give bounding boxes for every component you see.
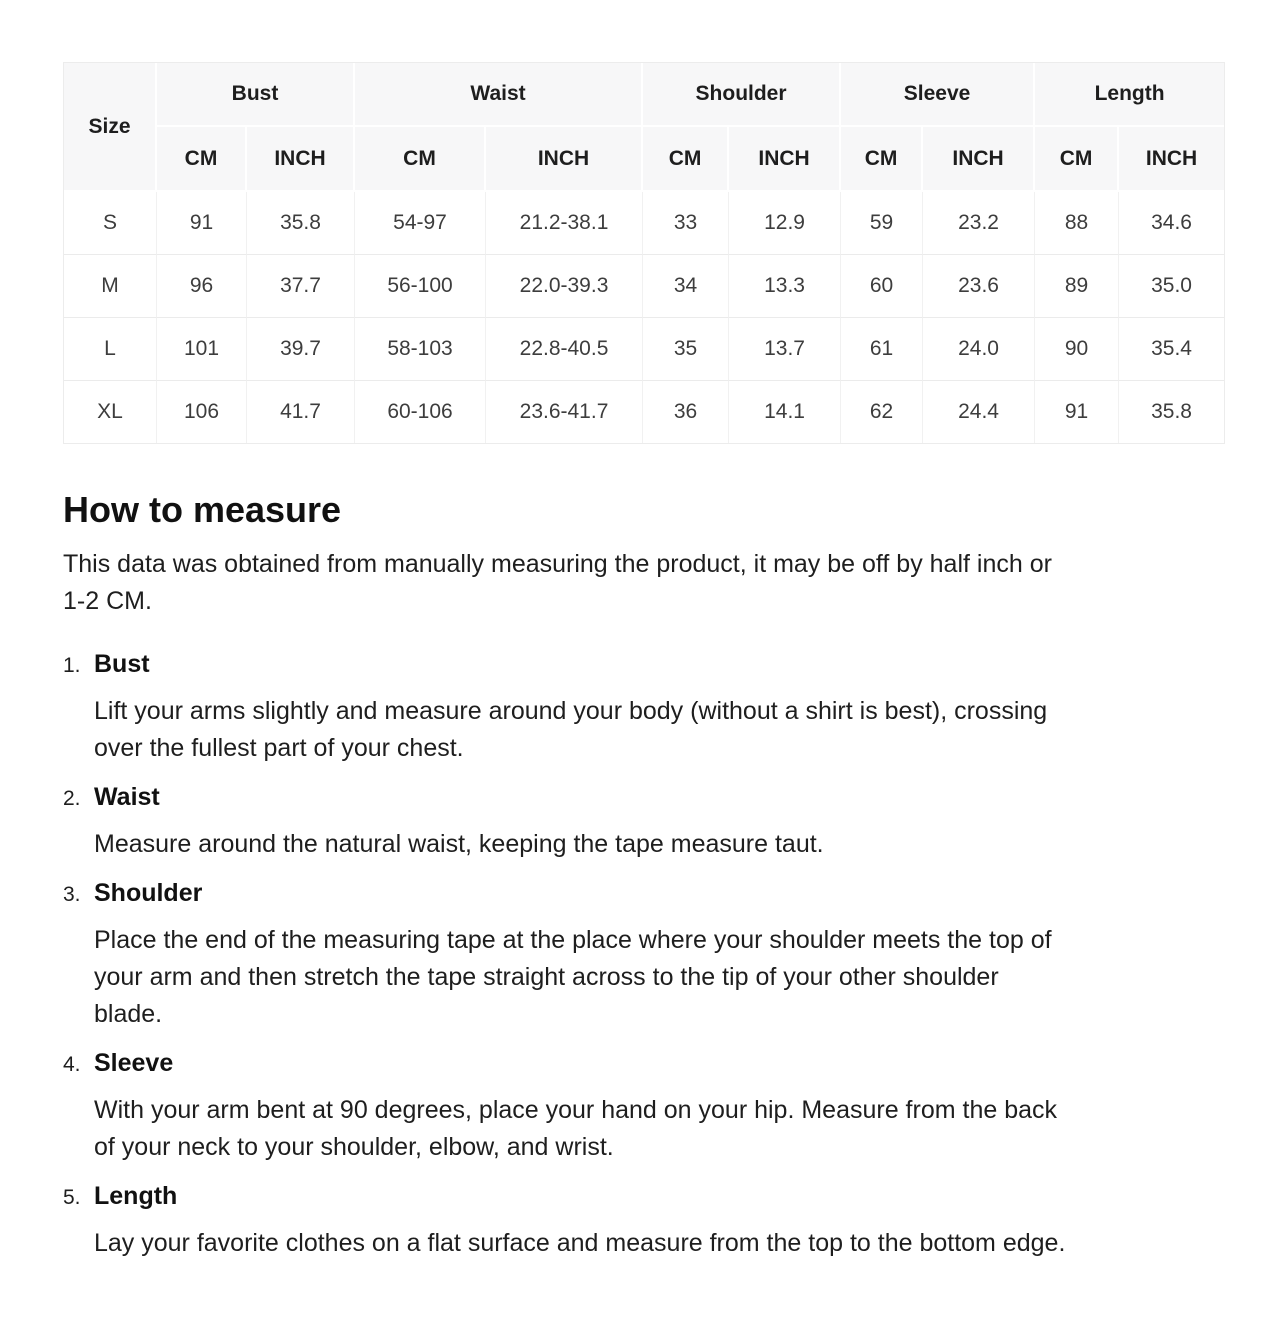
unit-header-inch: INCH bbox=[923, 127, 1035, 192]
text-line: Measure around the natural waist, keeping the tape measure taut. bbox=[94, 830, 824, 858]
value-cell: 12.9 bbox=[729, 192, 841, 255]
size-cell: M bbox=[64, 255, 157, 318]
unit-header-cm: CM bbox=[643, 127, 729, 192]
text-line: your arm and then stretch the tape straight across to the tip of your other shoulder bbox=[94, 963, 999, 991]
intro-line: 1-2 CM. bbox=[63, 587, 152, 615]
step-description bbox=[94, 1092, 1223, 1166]
value-cell: 13.3 bbox=[729, 255, 841, 318]
value-cell: 88 bbox=[1035, 192, 1119, 255]
text-line: Lift your arms slightly and measure around your body (without a shirt is best), crossing bbox=[94, 697, 1048, 725]
value-cell: 35.0 bbox=[1119, 255, 1224, 318]
step-item-sleeve bbox=[63, 1045, 1223, 1178]
value-cell: 22.0-39.3 bbox=[486, 255, 643, 318]
group-header-shoulder: Shoulder bbox=[643, 63, 841, 127]
unit-header-inch: INCH bbox=[486, 127, 643, 192]
value-cell: 21.2-38.1 bbox=[486, 192, 643, 255]
step-name: Bust bbox=[94, 650, 150, 678]
unit-header-inch: INCH bbox=[247, 127, 355, 192]
value-cell: 89 bbox=[1035, 255, 1119, 318]
step-item-waist bbox=[63, 779, 1223, 875]
step-number: 5. bbox=[63, 1186, 81, 1209]
size-cell: S bbox=[64, 192, 157, 255]
value-cell: 91 bbox=[157, 192, 247, 255]
table-row-m bbox=[64, 255, 1224, 318]
value-cell: 54-97 bbox=[355, 192, 486, 255]
measure-steps-list bbox=[63, 646, 1223, 1274]
value-cell: 90 bbox=[1035, 318, 1119, 381]
unit-header-cm: CM bbox=[1035, 127, 1119, 192]
table-row-l bbox=[64, 318, 1224, 381]
size-column-header: Size bbox=[64, 63, 157, 192]
value-cell: 56-100 bbox=[355, 255, 486, 318]
table-row-s bbox=[64, 192, 1224, 255]
value-cell: 37.7 bbox=[247, 255, 355, 318]
value-cell: 24.0 bbox=[923, 318, 1035, 381]
step-number: 2. bbox=[63, 787, 81, 810]
group-header-waist: Waist bbox=[355, 63, 643, 127]
value-cell: 35.8 bbox=[1119, 381, 1224, 443]
value-cell: 91 bbox=[1035, 381, 1119, 443]
value-cell: 35.4 bbox=[1119, 318, 1224, 381]
step-item-length bbox=[63, 1178, 1223, 1274]
text-line: blade. bbox=[94, 1000, 163, 1028]
value-cell: 36 bbox=[643, 381, 729, 443]
value-cell: 60-106 bbox=[355, 381, 486, 443]
step-number: 3. bbox=[63, 883, 81, 906]
value-cell: 35.8 bbox=[247, 192, 355, 255]
step-item-shoulder bbox=[63, 875, 1223, 1045]
step-number: 1. bbox=[63, 654, 81, 677]
value-cell: 62 bbox=[841, 381, 923, 443]
unit-header-inch: INCH bbox=[1119, 127, 1224, 192]
value-cell: 61 bbox=[841, 318, 923, 381]
size-cell: L bbox=[64, 318, 157, 381]
value-cell: 41.7 bbox=[247, 381, 355, 443]
value-cell: 13.7 bbox=[729, 318, 841, 381]
step-name: Shoulder bbox=[94, 879, 203, 907]
value-cell: 58-103 bbox=[355, 318, 486, 381]
value-cell: 106 bbox=[157, 381, 247, 443]
step-name: Sleeve bbox=[94, 1049, 174, 1077]
step-description bbox=[94, 1225, 1223, 1262]
unit-header-cm: CM bbox=[841, 127, 923, 192]
value-cell: 39.7 bbox=[247, 318, 355, 381]
text-line: of your neck to your shoulder, elbow, and wrist. bbox=[94, 1133, 614, 1161]
text-line: Place the end of the measuring tape at the place where your shoulder meets the top of bbox=[94, 926, 1052, 954]
size-cell: XL bbox=[64, 381, 157, 443]
step-description bbox=[94, 826, 1223, 863]
intro-paragraph bbox=[63, 546, 1223, 620]
value-cell: 33 bbox=[643, 192, 729, 255]
value-cell: 34 bbox=[643, 255, 729, 318]
table-unit-header-row bbox=[64, 127, 1224, 192]
value-cell: 59 bbox=[841, 192, 923, 255]
size-chart-table bbox=[63, 62, 1225, 444]
table-row-xl bbox=[64, 381, 1224, 443]
value-cell: 23.6-41.7 bbox=[486, 381, 643, 443]
how-to-measure-heading: How to measure bbox=[63, 489, 342, 530]
intro-line: This data was obtained from manually measuring the product, it may be off by half inch or bbox=[63, 550, 1052, 578]
step-description bbox=[94, 922, 1223, 1033]
text-line: over the fullest part of your chest. bbox=[94, 734, 464, 762]
value-cell: 23.6 bbox=[923, 255, 1035, 318]
group-header-sleeve: Sleeve bbox=[841, 63, 1035, 127]
value-cell: 34.6 bbox=[1119, 192, 1224, 255]
value-cell: 22.8-40.5 bbox=[486, 318, 643, 381]
text-line: Lay your favorite clothes on a flat surface and measure from the top to the bottom edge. bbox=[94, 1229, 1066, 1257]
value-cell: 101 bbox=[157, 318, 247, 381]
step-number: 4. bbox=[63, 1053, 81, 1076]
text-line: With your arm bent at 90 degrees, place your hand on your hip. Measure from the back bbox=[94, 1096, 1058, 1124]
unit-header-cm: CM bbox=[157, 127, 247, 192]
value-cell: 96 bbox=[157, 255, 247, 318]
step-description bbox=[94, 693, 1223, 767]
value-cell: 35 bbox=[643, 318, 729, 381]
unit-header-inch: INCH bbox=[729, 127, 841, 192]
unit-header-cm: CM bbox=[355, 127, 486, 192]
step-name: Length bbox=[94, 1182, 178, 1210]
step-name: Waist bbox=[94, 783, 160, 811]
value-cell: 14.1 bbox=[729, 381, 841, 443]
group-header-bust: Bust bbox=[157, 63, 355, 127]
value-cell: 23.2 bbox=[923, 192, 1035, 255]
table-group-header-row bbox=[64, 63, 1224, 127]
step-item-bust bbox=[63, 646, 1223, 779]
value-cell: 24.4 bbox=[923, 381, 1035, 443]
group-header-length: Length bbox=[1035, 63, 1224, 127]
value-cell: 60 bbox=[841, 255, 923, 318]
